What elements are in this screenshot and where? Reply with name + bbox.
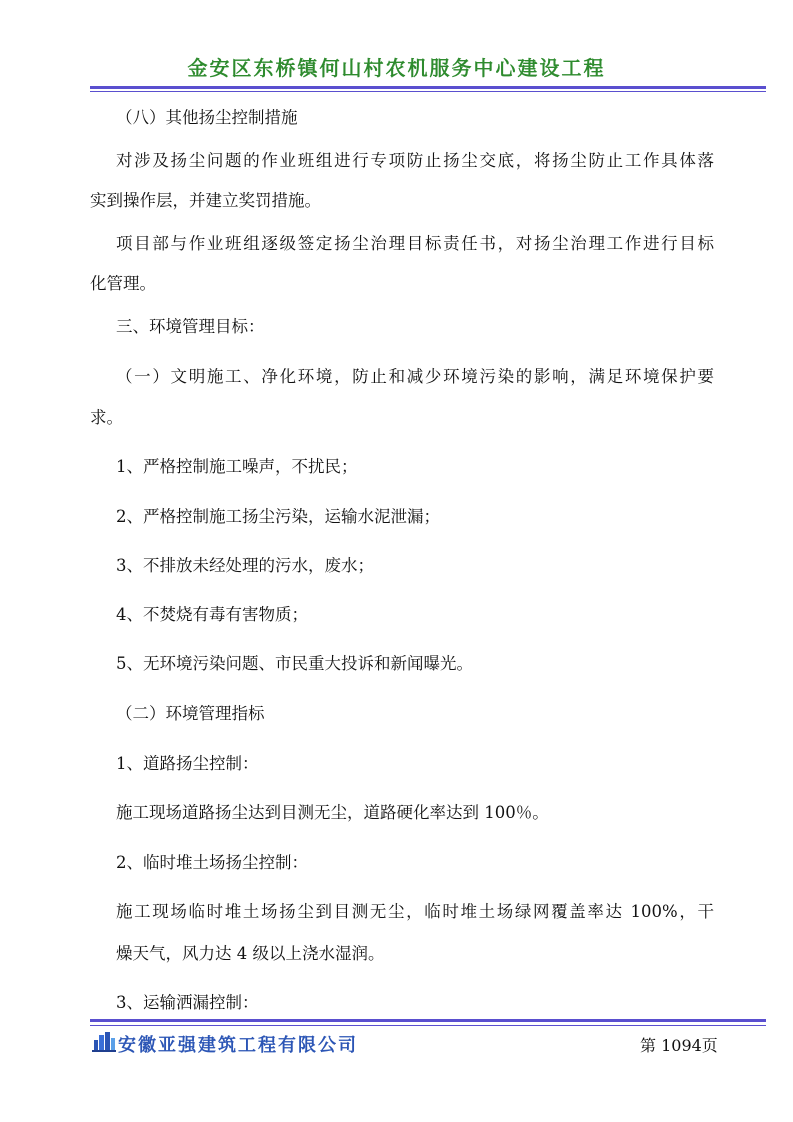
- section-heading: （八）其他扬尘控制措施: [116, 108, 298, 127]
- building-logo-icon: [92, 1032, 116, 1052]
- paragraph-line: 化管理。: [90, 274, 156, 293]
- section-heading: （二）环境管理指标: [116, 704, 265, 723]
- list-item: 5、无环境污染问题、市民重大投诉和新闻曝光。: [116, 654, 473, 673]
- paragraph-line: 施工现场道路扬尘达到目测无尘，道路硬化率达到 100％。: [116, 803, 549, 822]
- list-item: 1、严格控制施工噪声，不扰民；: [116, 457, 358, 476]
- list-item: 2、临时堆土场扬尘控制：: [116, 853, 308, 872]
- list-item: 3、运输洒漏控制：: [116, 993, 259, 1012]
- list-item: 3、不排放未经处理的污水，废水；: [116, 556, 374, 575]
- footer-rule-thin: [90, 1025, 766, 1026]
- paragraph-line: （一）文明施工、净化环境，防止和减少环境污染的影响，满足环境保护要: [116, 367, 714, 386]
- footer-rule-thick: [90, 1019, 766, 1022]
- paragraph-line: 项目部与作业班组逐级签定扬尘治理目标责任书，对扬尘治理工作进行目标: [116, 234, 714, 253]
- section-heading: 三、环境管理目标：: [116, 317, 265, 336]
- page-number: 第 1094页: [640, 1036, 718, 1055]
- paragraph-line: 实到操作层，并建立奖罚措施。: [90, 191, 321, 210]
- list-item: 1、道路扬尘控制：: [116, 754, 259, 773]
- paragraph-line: 燥天气，风力达 4 级以上浇水湿润。: [116, 944, 385, 963]
- document-title: 金安区东桥镇何山村农机服务中心建设工程: [187, 56, 606, 80]
- list-item: 2、严格控制施工扬尘污染，运输水泥泄漏；: [116, 507, 440, 526]
- company-name: 安徽亚强建筑工程有限公司: [118, 1035, 358, 1056]
- paragraph-line: 求。: [90, 408, 123, 427]
- paragraph-line: 对涉及扬尘问题的作业班组进行专项防止扬尘交底，将扬尘防止工作具体落: [116, 151, 714, 170]
- paragraph-line: 施工现场临时堆土场扬尘到目测无尘，临时堆土场绿网覆盖率达 100%，干: [116, 902, 714, 921]
- list-item: 4、不焚烧有毒有害物质；: [116, 605, 308, 624]
